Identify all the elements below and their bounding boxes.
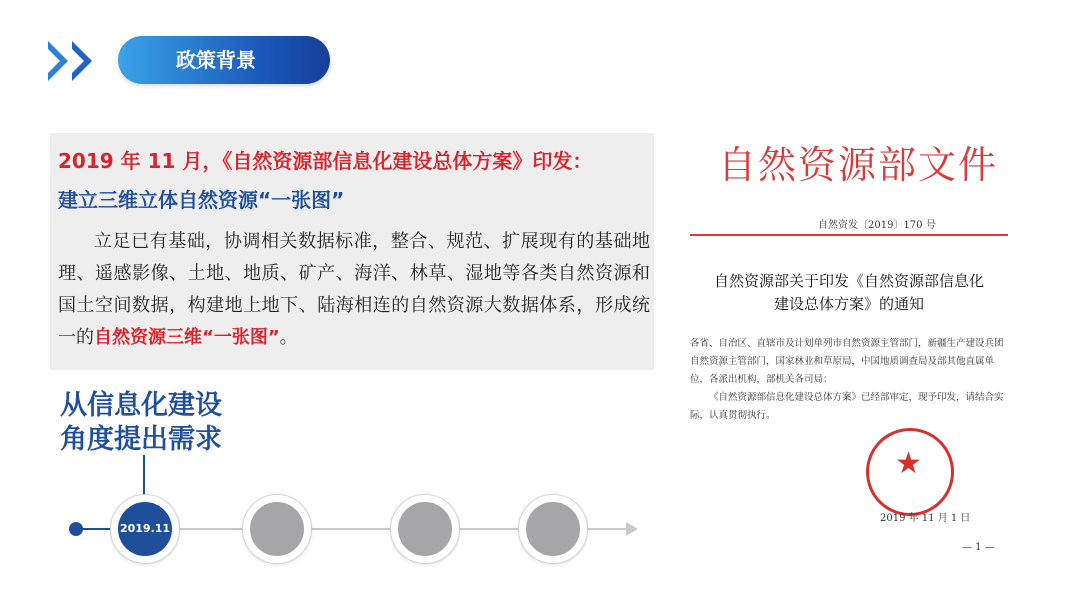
document-number: 自然资发〔2019〕170 号 [818, 220, 936, 231]
side-label-line1: 从信息化建设 [60, 390, 222, 421]
paragraph-end: 。 [279, 327, 298, 348]
paragraph-emphasis: 自然资源三维“一张图” [94, 327, 280, 348]
chevron-cut [72, 49, 84, 73]
arrow-right-icon [626, 522, 638, 536]
side-label [60, 389, 222, 457]
document-title-line1: 自然资源部关于印发《自然资源部信息化 [713, 272, 984, 290]
document-red-rule [690, 234, 1008, 236]
timeline-node[interactable] [110, 494, 180, 564]
timeline-node[interactable] [518, 494, 588, 564]
document-title-line2: 建设总体方案》的通知 [773, 295, 924, 313]
section-title: 政策背景 [118, 36, 330, 84]
document-body-line2: 《自然资源部信息化建设总体方案》已经部审定，现予印发，请结合实际，认真贯彻执行。 [690, 392, 1004, 421]
timeline-start-dot [69, 522, 83, 536]
body-paragraph [58, 226, 650, 354]
document-header: 自然资源部文件 [718, 143, 999, 187]
timeline-node[interactable] [242, 494, 312, 564]
side-label-line2: 角度提出需求 [60, 424, 222, 455]
document-body-line1: 各省、自治区、直辖市及计划单列市自然资源主管部门，新疆生产建设兵团自然资源主管部门，国家林业和草原局，中国地质调查局及部其他直属单位，各派出机构，部机关各司局： [690, 338, 1004, 385]
timeline-node[interactable] [390, 494, 460, 564]
document-page-number: — 1 — [962, 542, 995, 553]
official-seal [866, 428, 954, 516]
document-title [690, 270, 1008, 316]
chevron-cut [48, 49, 60, 73]
headline-date-title: 2019 年 11 月，《自然资源部信息化建设总体方案》印发： [58, 149, 593, 173]
document-date: 2019 年 11 月 1 日 [880, 513, 971, 524]
connector-line [143, 455, 145, 495]
headline-subtitle: 建立三维立体自然资源“一张图” [58, 188, 345, 212]
paragraph-text: 立足已有基础，协调相关数据标准，整合、规范、扩展现有的基础地理、遥感影像、土地、地质、矿产、海洋、林草、湿地等各类自然资源和国土空间数据，构建地上地下、陆海相连的自然资源大数据体系，形成统一的 [58, 231, 650, 348]
timeline-node-label: 2019.11 [118, 502, 172, 556]
document-body [690, 335, 1008, 425]
star-icon: ★ [895, 446, 922, 481]
